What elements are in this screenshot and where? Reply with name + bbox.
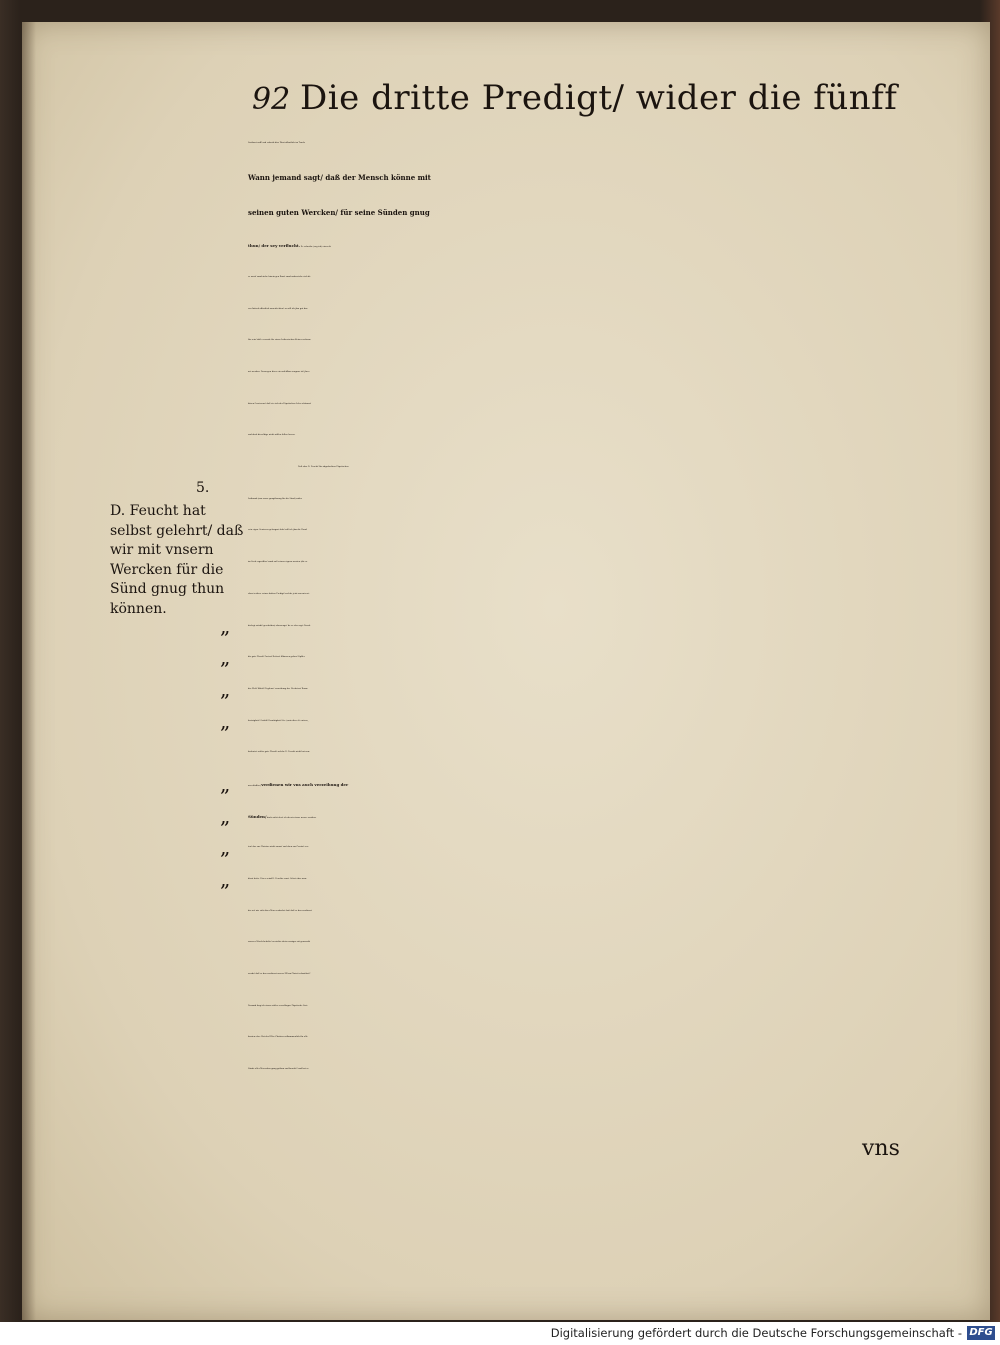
text-line (220, 832, 918, 864)
text-line-content: die gute Werck/ Fasten/ Betten/ Allmosen geben/ Opffer (248, 656, 305, 659)
emphasized-text: verdienen wir vns auch verzeihung der (261, 781, 349, 787)
text-line (248, 195, 918, 230)
text-line-content: thun/ der sey verflucht. Es schreibe (sag ich) einer di- (248, 243, 332, 249)
text-line (248, 325, 918, 357)
margin-note-line: können. (110, 600, 167, 617)
text-line (248, 484, 918, 516)
page-gutter-shadow (22, 22, 36, 1320)
text-line (248, 357, 918, 389)
footer-bar (0, 1322, 1000, 1345)
text-line-content: Sündẽ aller Menschen gnug gethon vnd bezalet? vnd hat er (248, 1068, 309, 1071)
text-line-content: Sünden/ doch nicht also/ als ob wir etwas newes verdien- (248, 813, 317, 819)
text-line (248, 294, 918, 326)
text-line (248, 991, 918, 1023)
text-line-content: der zu/ wie sich diser Man verdrehet hat/ daß er den verdienst (248, 909, 312, 912)
text-line-content: dient hette. Dises seind D. Feuchtẽ wort. Sehet aber wun- (248, 878, 307, 881)
text-line (248, 160, 918, 195)
text-line-content: benten also: Hat der HErr Christus volkommenlich für alle (248, 1036, 308, 1039)
text-line (248, 420, 918, 452)
text-line (220, 674, 918, 706)
text-line (220, 801, 918, 833)
text-line-content: Wann jemand sagt/ daß der Mensch könne mit (248, 172, 431, 182)
text-line-content: der Meß/ Ablaß/ Fegfewr/ verzeihung des Nechsten/ Barm- (248, 687, 308, 690)
emphasized-text: thun/ der sey verflucht. (248, 243, 301, 249)
text-line (248, 1054, 918, 1086)
marginal-quote-mark: „ (220, 867, 231, 892)
text-line (248, 927, 918, 959)
text-line (248, 896, 918, 928)
margin-note-line: Sünd gnug thun (110, 581, 225, 597)
text-line-content: im Sack ergreiffen/ vnnd auß seinen eignen worten (die er (248, 561, 308, 564)
text-line-content: werde/ daß er den verdienst vnsers HErrn Christi schmälert? (248, 973, 311, 976)
text-line (220, 706, 918, 738)
text-line-content: hertzigkeit/ Gedult/ Demütigkeit/ &c. (nota dises & cætera, (248, 719, 309, 722)
text-line (248, 547, 918, 579)
text-line (220, 769, 918, 801)
text-line (248, 515, 918, 547)
text-line (220, 864, 918, 896)
catchword: vns (862, 1136, 900, 1161)
text-line-content: net werden. Derwegen dises ein vnfehlbar zeugnus ist/ jhres (248, 371, 310, 374)
margin-note-number: 5. (196, 480, 210, 496)
text-line (220, 611, 918, 643)
margin-note-line: Wercken für die (110, 561, 224, 578)
marginal-quote-mark: „ (220, 771, 231, 796)
text-line-content: bedeutet solche gute Werck/ welche D. Feucht nicht hat nen- (248, 751, 310, 754)
text-line-content: vnserer Werck behalte/ vñ nichts desto weniger nit gemerckt (248, 941, 311, 944)
text-line-content: derlegt würdt/ geschriben) vberzeuge/ da er also sagt: Durch (248, 624, 311, 627)
marginal-quote-mark: „ (220, 803, 231, 828)
text-line-content: Irrthumb (von vnser gnugthuung für die Sünd) wider (248, 497, 302, 500)
text-line-content: sein eigen Gewissen gelaugnet hab/ will ich jhm die Hand (248, 529, 307, 532)
text-line (248, 959, 918, 991)
text-line (248, 389, 918, 421)
text-line-content: seinen guten Wercken/ für seine Sünden gnug (248, 207, 430, 217)
text-line-content: Daß aber D. Feucht/ für obgedachten Päpstischen (298, 466, 349, 469)
text-line-content: sen Articul offentlich zuuerfechten/ so will ich jhm gut dar- (248, 307, 308, 310)
text-line-content: ten/ das vns Christus nicht zuuor/ vnd eben am Creutz/ ver- (248, 846, 309, 849)
marginal-quote-mark: „ (220, 708, 231, 733)
margin-note-line: wir mit vnsern (110, 542, 214, 558)
running-head-title: Die dritte Predigt/ wider die fünff (300, 78, 898, 118)
text-line-content: Darumb frag ich einen solchẽ verschlagnẽ Päpstischẽ Scri- (248, 1004, 308, 1007)
text-line (220, 642, 918, 674)
margin-note-line: selbst gelehrt/ daß (110, 522, 244, 539)
body-text (220, 128, 918, 1086)
text-line-content: vnd doch dieselbige nicht wöllen fallen lassen. (248, 434, 296, 437)
text-line (248, 579, 918, 611)
text-line-content: bösen Gewissens/ daß sie sich der Päpstischen Lehr schämen/ (248, 402, 312, 405)
text-line (248, 262, 918, 294)
marginal-quote-mark: „ (220, 835, 231, 860)
running-head (252, 78, 898, 128)
marginal-quote-mark: „ (220, 645, 231, 670)
margin-note (110, 502, 270, 619)
text-line (248, 230, 918, 262)
text-line-content: für sein/ daß er werde für einen Lutherischen Ketzer verbren- (248, 339, 312, 342)
margin-note-line: D. Feucht hat (110, 503, 206, 519)
text-line-content: Scribent auff/ vnd schreib dise Wort offentlich im Truck: (248, 142, 306, 144)
text-line-content: se wort/ vnnd ziehe hinein gen Rom/ vnnd vnderstehe sich di- (248, 275, 311, 278)
dfg-logo-icon: DFG (967, 1326, 995, 1340)
page-number: 92 (252, 82, 291, 117)
text-line (248, 737, 918, 769)
text-line-content: eben in diser seiner dritten Predigt/ welche jetzt von mir wi- (248, 592, 310, 595)
text-line (248, 128, 918, 160)
emphasized-text: Sünden/ (248, 813, 267, 819)
text-line (248, 452, 918, 484)
marginal-quote-mark: „ (220, 613, 231, 638)
marginal-quote-mark: „ (220, 676, 231, 701)
footer-credit: Digitalisierung gefördert durch die Deutsche Forschungsgemeinschaft - (550, 1326, 962, 1340)
text-line-content: nen dürffen) verdienen wir vns auch verzeihung der (248, 781, 349, 787)
text-line (248, 1022, 918, 1054)
